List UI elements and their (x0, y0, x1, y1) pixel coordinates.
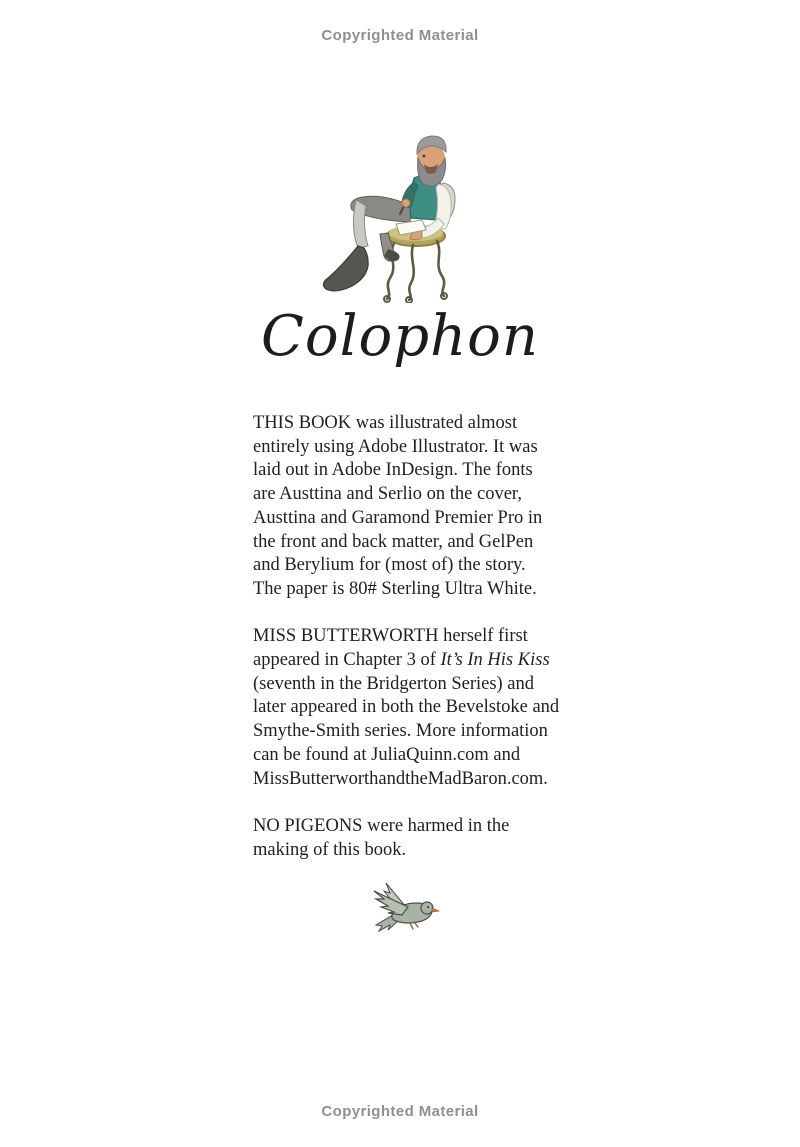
production-note (253, 412, 573, 602)
no-pigeons-note (253, 815, 573, 862)
text-line: and Berylium for (most of) the story. (253, 555, 526, 576)
copyright-notice-top: Copyrighted Material (321, 27, 479, 44)
copyright-notice-bottom: Copyrighted Material (321, 1103, 479, 1120)
pigeon-icon (366, 881, 442, 935)
seated-man-icon (310, 128, 460, 303)
text-line: appeared in Chapter 3 of It’s In His Kiss (253, 650, 550, 671)
text-line: Smythe-Smith series. More information (253, 721, 548, 742)
miss-butterworth-note (253, 625, 573, 791)
pigeon-illustration (366, 881, 442, 935)
text-line: making of this book. (253, 839, 407, 860)
text-line: laid out in Adobe InDesign. The fonts (253, 460, 533, 481)
text-line: Austtina and Garamond Premier Pro in (253, 507, 543, 528)
text-line: The paper is 80# Sterling Ultra White. (253, 578, 537, 599)
text-line: MissButterworthandtheMadBaron.com. (253, 768, 548, 789)
text-line: entirely using Adobe Illustrator. It was (253, 436, 538, 457)
text-line: are Austtina and Serlio on the cover, (253, 484, 522, 505)
text-line: NO PIGEONS were harmed in the (253, 815, 510, 836)
page-title: Colophon (261, 304, 539, 369)
text-line: can be found at JuliaQuinn.com and (253, 744, 521, 765)
text-line: THIS BOOK was illustrated almost (253, 413, 518, 433)
text-line: later appeared in both the Bevelstoke and (253, 697, 560, 718)
text-line: (seventh in the Bridgerton Series) and (253, 673, 535, 694)
body-text (253, 412, 573, 886)
text-line: the front and back matter, and GelPen (253, 531, 534, 552)
seated-man-illustration (310, 128, 460, 303)
text-line: MISS BUTTERWORTH herself first (253, 626, 528, 647)
